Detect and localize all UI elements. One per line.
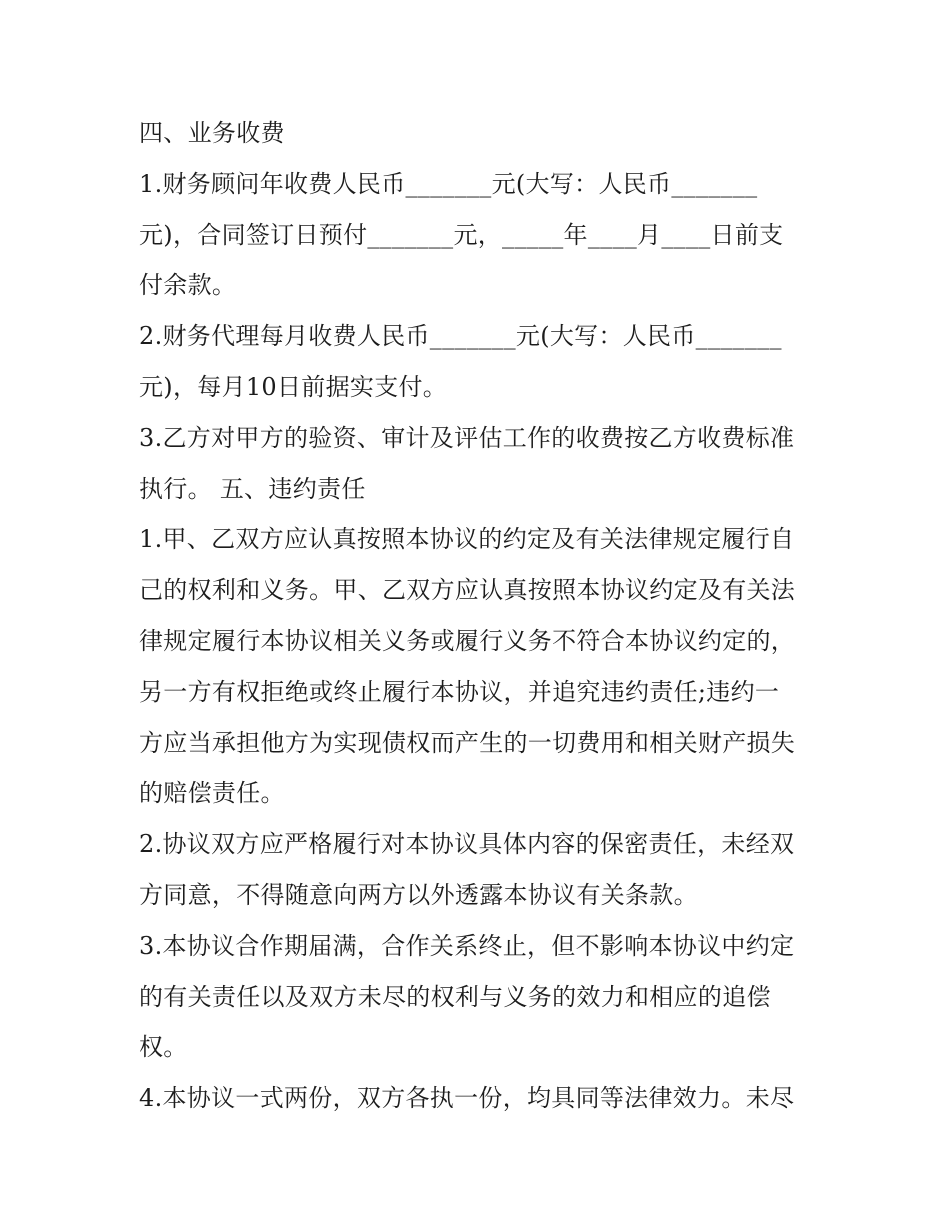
text-line: 付余款。 — [139, 271, 237, 300]
text-line-with-section-heading: 执行。 五、违约责任 — [139, 474, 366, 503]
text-line: 律规定履行本协议相关义务或履行义务不符合本协议约定的， — [139, 626, 796, 655]
text-line: 1.甲、乙双方应认真按照本协议的约定及有关法律规定履行自 — [139, 525, 795, 554]
section-heading-fees: 四、业务收费 — [139, 119, 285, 147]
text-line: 方同意，不得随意向两方以外透露本协议有关条款。 — [139, 880, 698, 909]
text-line: 4.本协议一式两份，双方各执一份，均具同等法律效力。未尽 — [139, 1084, 795, 1113]
document-body — [139, 108, 819, 1124]
text-line: 元)，每月10日前据实支付。 — [139, 372, 448, 401]
text-line: 己的权利和义务。甲、乙双方应认真按照本协议约定及有关法 — [139, 576, 796, 605]
text-line: 方应当承担他方为实现债权而产生的一切费用和相关财产损失 — [139, 728, 796, 757]
text-line: 权。 — [139, 1033, 188, 1062]
text-line: 元)，合同签订日预付_______元，_____年____月____日前支 — [139, 220, 784, 249]
text-line: 3.乙方对甲方的验资、审计及评估工作的收费按乙方收费标准 — [139, 423, 795, 452]
text-line: 的赔偿责任。 — [139, 779, 285, 808]
text-line: 的有关责任以及双方未尽的权利与义务的效力和相应的追偿 — [139, 982, 771, 1011]
text-line: 另一方有权拒绝或终止履行本协议，并追究违约责任;违约一 — [139, 677, 780, 706]
text-line: 3.本协议合作期届满，合作关系终止，但不影响本协议中约定 — [139, 931, 795, 960]
text-line: 2.财务代理每月收费人民币_______元(大写：人民币_______ — [139, 322, 782, 351]
text-line: 2.协议双方应严格履行对本协议具体内容的保密责任，未经双 — [139, 830, 795, 859]
text-line: 1.财务顾问年收费人民币_______元(大写：人民币_______ — [139, 169, 758, 198]
